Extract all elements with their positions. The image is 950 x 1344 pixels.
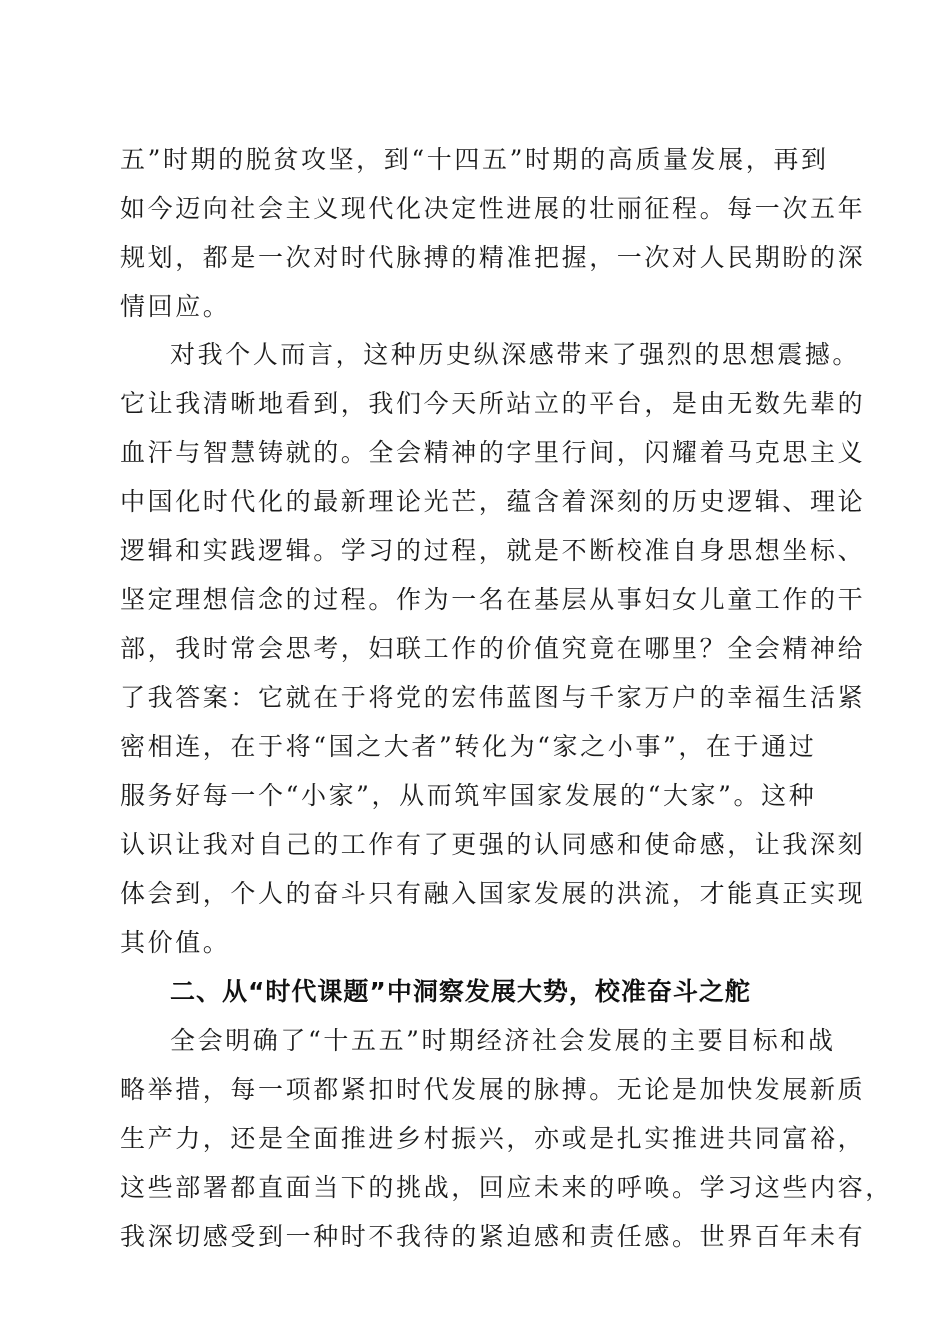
paragraph-line: 坚定理想信念的过程。作为一名在基层从事妇女儿童工作的干 bbox=[120, 585, 866, 614]
paragraph-line: 生产力，还是全面推进乡村振兴，亦或是扎实推进共同富裕， bbox=[120, 1124, 866, 1153]
paragraph-line: 服务好每一个“小家”，从而筑牢国家发展的“大家”。这种 bbox=[120, 781, 817, 810]
paragraph-line: 如今迈向社会主义现代化决定性进展的壮丽征程。每一次五年 bbox=[120, 194, 866, 223]
paragraph-line: 它让我清晰地看到，我们今天所站立的平台，是由无数先辈的 bbox=[120, 389, 866, 418]
paragraph-line: 这些部署都直面当下的挑战，回应未来的呼唤。学习这些内容， bbox=[120, 1173, 893, 1202]
paragraph-line: 对我个人而言，这种历史纵深感带来了强烈的思想震撼。 bbox=[170, 340, 861, 369]
paragraph-line: 逻辑和实践逻辑。学习的过程，就是不断校准自身思想坐标、 bbox=[120, 536, 866, 565]
paragraph-line: 密相连，在于将“国之大者”转化为“家之小事”，在于通过 bbox=[120, 732, 817, 761]
paragraph-line: 中国化时代化的最新理论光芒，蕴含着深刻的历史逻辑、理论 bbox=[120, 487, 866, 516]
paragraph-line: 体会到，个人的奋斗只有融入国家发展的洪流，才能真正实现 bbox=[120, 879, 866, 908]
paragraph-line: 五”时期的脱贫攻坚，到“十四五”时期的高质量发展，再到 bbox=[120, 145, 829, 174]
paragraph-line: 了我答案：它就在于将党的宏伟蓝图与千家万户的幸福生活紧 bbox=[120, 683, 866, 712]
paragraph-line: 其价值。 bbox=[120, 928, 231, 957]
paragraph-line: 略举措，每一项都紧扣时代发展的脉搏。无论是加快发展新质 bbox=[120, 1075, 866, 1104]
paragraph-line: 规划，都是一次对时代脉搏的精准把握，一次对人民期盼的深 bbox=[120, 243, 866, 272]
paragraph-line: 认识让我对自己的工作有了更强的认同感和使命感，让我深刻 bbox=[120, 830, 866, 859]
paragraph-line: 全会明确了“十五五”时期经济社会发展的主要目标和战 bbox=[170, 1026, 836, 1055]
section-heading: 二、从“时代课题”中洞察发展大势，校准奋斗之舵 bbox=[170, 977, 751, 1006]
paragraph-line: 部，我时常会思考，妇联工作的价值究竟在哪里？全会精神给 bbox=[120, 634, 866, 663]
paragraph-line: 情回应。 bbox=[120, 292, 231, 321]
paragraph-line: 我深切感受到一种时不我待的紧迫感和责任感。世界百年未有 bbox=[120, 1222, 866, 1251]
paragraph-line: 血汗与智慧铸就的。全会精神的字里行间，闪耀着马克思主义 bbox=[120, 438, 866, 467]
